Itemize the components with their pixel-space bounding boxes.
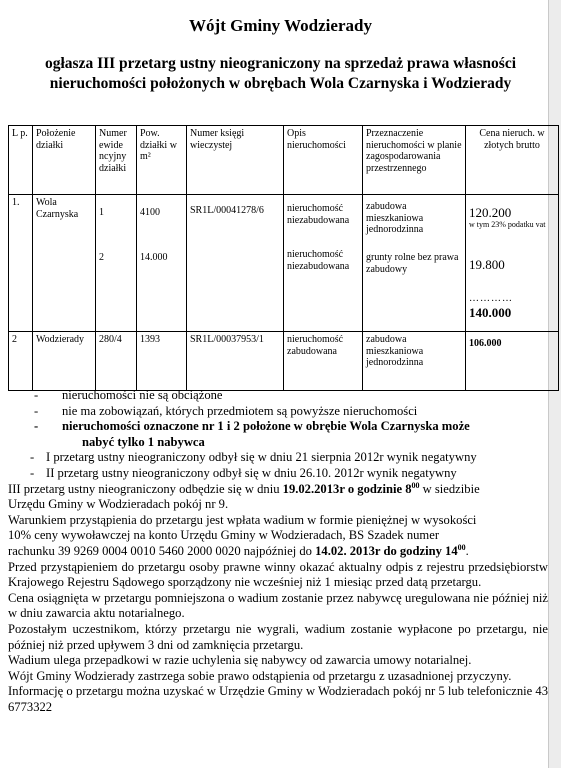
row2-price-value: 106.000 (469, 338, 502, 349)
auction-pre: III przetarg ustny nieograniczony odbędzie się w dniu (8, 481, 283, 496)
row2-price (466, 332, 559, 391)
announcement-headline (0, 54, 561, 94)
row2-description: nieruchomość zabudowana (284, 332, 363, 391)
bullet-dash: - (34, 419, 39, 434)
headline-line-2: nieruchomości położonych w obrębach Wola Czarnyska i Wodzierady (49, 75, 512, 92)
list-item (8, 419, 548, 435)
row2-lp: 2 (9, 332, 33, 391)
row1-price-total: 140.000 (469, 305, 512, 320)
history-text: II przetarg ustny nieograniczony odbył się w dniu 26.10. 2012r wynik negatywny (46, 465, 457, 480)
list-item (8, 450, 548, 466)
row1-parcel-numbers (96, 195, 137, 332)
bullet-dash: - (34, 388, 39, 402)
auction-post: w siedzibie (419, 481, 480, 496)
row1-price-dots: ………… (469, 293, 513, 304)
header-description: Opis nieruchomości (284, 126, 363, 195)
table-row (9, 332, 559, 391)
deposit-account: rachunku 39 9269 0004 0010 5460 2000 0020 najpóźniej do (8, 543, 316, 558)
header-parcel-number: Numer ewide ncyjny działki (96, 126, 137, 195)
row1-ledger: SR1L/00041278/6 (190, 205, 264, 216)
table-row (9, 195, 559, 332)
deposit-end: . (465, 543, 469, 558)
bullet-text: nieruchomości nie są obciążone (62, 388, 223, 402)
row1-price-a-note: w tym 23% podatku vat (469, 220, 546, 229)
deposit-line-2: 10% ceny wywoławczej na konto Urzędu Gminy w Wodzieradach, BS Szadek numer (8, 528, 440, 543)
row1-number-b: 2 (99, 252, 104, 263)
auction-date: 19.02.2013r o godzinie 8 (282, 481, 412, 496)
bullet-dash: - (30, 465, 35, 480)
row2-ledger: SR1L/00037953/1 (187, 332, 284, 391)
row1-purpose-b: grunty rolne bez prawa zabudowy (366, 252, 459, 275)
bullet-dash: - (34, 403, 39, 418)
table-header-row (9, 126, 559, 195)
header-price: Cena nieruch. w złotych brutto (466, 126, 559, 195)
document-title: Wójt Gminy Wodzierady (189, 16, 372, 35)
bullet-continuation: nabyć tylko 1 nabywca (82, 434, 205, 449)
announcement-body (8, 388, 548, 715)
row1-descriptions (284, 195, 363, 332)
header-lp: L p. (9, 126, 33, 195)
row1-price-a: 120.200 (469, 205, 512, 220)
deposit-line-1: Warunkiem przystąpienia do przetargu jest wpłata wadium w formie pieniężnej w wysokości (8, 512, 477, 527)
header-location: Położenie działki (33, 126, 96, 195)
row1-lp: 1. (9, 195, 33, 332)
auction-time-sup: 00 (411, 480, 420, 490)
header-area: Pow. działki w m² (137, 126, 187, 195)
list-item (8, 404, 548, 420)
row1-purposes (363, 195, 466, 332)
row1-number-a: 1 (99, 207, 104, 218)
list-item (8, 388, 548, 404)
paragraph-refund: Pozostałym uczestnikom, którzy przetargu nie wygrali, wadium zostanie wypłacone po przetargu, nie później niż przed upływem 3 dni od zamknięcia przetargu. (8, 621, 548, 652)
paragraph-payment: Cena osiągnięta w przetargu pomniejszona o wadium zostanie przez nabywcę uregulowana nie później niż w dniu zawarcia aktu notarialnego. (8, 590, 548, 621)
headline-line-1: ogłasza III przetarg ustny nieograniczony na sprzedaż prawa własności (44, 55, 517, 72)
header-purpose: Przeznaczenie nieruchomości w planie zagospodarowania przestrzennego (363, 126, 466, 195)
row1-location: Wola Czarnyska (33, 195, 96, 332)
row2-purpose: zabudowa mieszkaniowa jednorodzinna (363, 332, 466, 391)
paragraph-withdrawal: Wójt Gminy Wodzierady zastrzega sobie prawo odstąpienia od przetargu z uzasadnionej przyczyny. (8, 668, 512, 683)
row1-areas (137, 195, 187, 332)
row1-prices (466, 195, 559, 332)
row1-desc-a: nieruchomość niezabudowana (287, 203, 350, 226)
history-text: I przetarg ustny nieograniczony odbył się w dniu 21 sierpnia 2012r wynik negatywny (46, 450, 477, 465)
bullet-text: nieruchomości oznaczone nr 1 i 2 położone w obrębie Wola Czarnyska może (62, 419, 470, 434)
row2-location: Wodzierady (33, 332, 96, 391)
row1-area-a: 4100 (140, 207, 160, 218)
row1-area-b: 14.000 (140, 252, 168, 263)
header-ledger: Numer księgi wieczystej (187, 126, 284, 195)
deposit-deadline: 14.02. 2013r do godziny 14 (315, 543, 458, 558)
paragraph-contact: Informację o przetargu można uzyskać w Urzędzie Gminy w Wodzieradach pokój nr 5 lub telefonicznie 43 6773322 (8, 684, 548, 714)
row1-purpose-a: zabudowa mieszkaniowa jednorodzinna (366, 201, 424, 235)
bullet-dash: - (30, 450, 35, 465)
auction-date-paragraph (8, 482, 548, 498)
list-item (8, 466, 548, 482)
row1-desc-b: nieruchomość niezabudowana (287, 249, 350, 272)
row1-ledger-cell (187, 195, 284, 332)
row2-number: 280/4 (96, 332, 137, 391)
deposit-deadline-sup: 00 (457, 542, 466, 552)
property-table (8, 125, 559, 391)
deposit-line-3 (8, 544, 548, 560)
auction-location: Urzędu Gminy w Wodzieradach pokój nr 9. (8, 497, 229, 512)
paragraph-forfeit: Wadium ulega przepadkowi w razie uchylenia się nabywcy od zawarcia umowy notarialnej. (8, 653, 472, 668)
bullet-text: nie ma zobowiązań, których przedmiotem są powyższe nieruchomości (62, 403, 418, 418)
row1-price-b: 19.800 (469, 257, 505, 272)
paragraph-legal-entities: Przed przystąpieniem do przetargu osoby prawne winny okazać aktualny odpis z rejestru przedsiębiorstw Krajowego Rejestru Sądowego sporządzony nie wcześniej niż 1 miesiąc przed datą przetargu. (8, 559, 548, 590)
row2-area: 1393 (137, 332, 187, 391)
